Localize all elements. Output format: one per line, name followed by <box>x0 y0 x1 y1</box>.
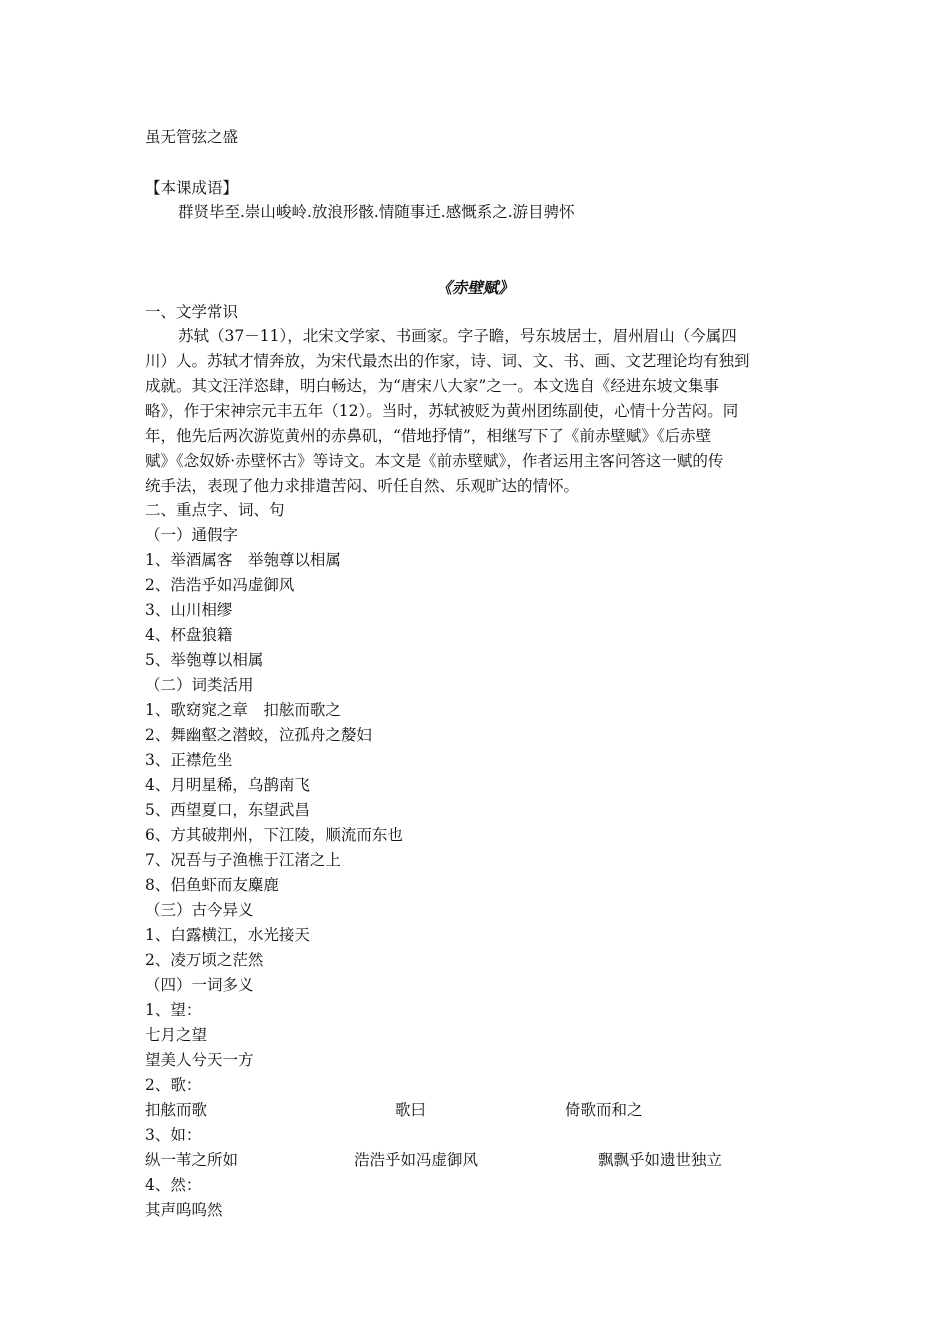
list-item: 5、举匏尊以相属 <box>145 651 264 669</box>
list-item: 4、杯盘狼籍 <box>145 626 233 644</box>
section1-heading: 一、文学常识 <box>145 303 239 321</box>
list-item: 1、白露横江，水光接天 <box>145 926 310 944</box>
wang-example: 望美人兮天一方 <box>145 1051 254 1069</box>
ge-example: 歌曰 <box>395 1101 427 1119</box>
list-item: 6、方其破荆州，下江陵，顺流而东也 <box>145 826 403 844</box>
top-line: 虽无管弦之盛 <box>145 128 239 146</box>
ge-label: 2、歌： <box>145 1076 202 1094</box>
ru-example: 纵一苇之所如 <box>145 1151 239 1169</box>
paragraph-line: 赋》《念奴娇·赤壁怀古》等诗文。本文是《前赤壁赋》，作者运用主客问答这一赋的传 <box>145 452 724 470</box>
wang-label: 1、望： <box>145 1001 202 1019</box>
list-item: 2、舞幽壑之潜蛟，泣孤舟之嫠妇 <box>145 726 372 744</box>
sub2-heading: （二）词类活用 <box>145 676 254 694</box>
paragraph-line: 川）人。苏轼才情奔放，为宋代最杰出的作家，诗、词、文、书、画、文艺理论均有独到 <box>145 352 750 370</box>
list-item: 2、凌万顷之茫然 <box>145 951 264 969</box>
idioms-heading: 【本课成语】 <box>145 179 239 197</box>
wang-example: 七月之望 <box>145 1026 208 1044</box>
list-item: 1、歌窈窕之章 扣舷而歌之 <box>145 701 341 719</box>
list-item: 1、举酒属客 举匏尊以相属 <box>145 551 341 569</box>
article-title: 《赤壁赋》 <box>436 278 514 297</box>
section1-paragraph <box>145 324 805 499</box>
ge-example: 倚歌而和之 <box>565 1101 643 1119</box>
ran-label: 4、然： <box>145 1176 202 1194</box>
sub4-heading: （四）一词多义 <box>145 976 254 994</box>
ru-example: 飘飘乎如遗世独立 <box>598 1151 723 1169</box>
list-item: 5、西望夏口，东望武昌 <box>145 801 310 819</box>
list-item: 2、浩浩乎如冯虚御风 <box>145 576 295 594</box>
list-item: 3、山川相缪 <box>145 601 233 619</box>
ge-example: 扣舷而歌 <box>145 1101 208 1119</box>
list-item: 8、侣鱼虾而友麋鹿 <box>145 876 279 894</box>
paragraph-line: 年，他先后两次游览黄州的赤鼻矶，“借地抒情”，相继写下了《前赤壁赋》《后赤壁 <box>145 427 712 445</box>
list-item: 3、正襟危坐 <box>145 751 233 769</box>
ru-example: 浩浩乎如冯虚御风 <box>354 1151 479 1169</box>
list-item: 7、况吾与子渔樵于江渚之上 <box>145 851 341 869</box>
paragraph-line: 统手法，表现了他力求排遣苦闷、听任自然、乐观旷达的情怀。 <box>145 477 580 495</box>
sub3-heading: （三）古今异义 <box>145 901 254 919</box>
paragraph-line: 略》，作于宋神宗元丰五年（12）。当时，苏轼被贬为黄州团练副使，心情十分苦闷。同 <box>145 402 739 420</box>
idioms-list: 群贤毕至.崇山峻岭.放浪形骸.情随事迁.感慨系之.游目骋怀 <box>178 203 575 221</box>
paragraph-line: 成就。其文汪洋恣肆，明白畅达，为“唐宋八大家”之一。本文选自《经进东坡文集事 <box>145 377 719 395</box>
ran-example: 其声呜呜然 <box>145 1201 223 1219</box>
section2-heading: 二、重点字、词、句 <box>145 501 285 519</box>
ru-label: 3、如： <box>145 1126 202 1144</box>
sub1-heading: （一）通假字 <box>145 526 239 544</box>
list-item: 4、月明星稀，乌鹊南飞 <box>145 776 310 794</box>
paragraph-line: 苏轼（37－11），北宋文学家、书画家。字子瞻，号东坡居士，眉州眉山（今属四 <box>178 327 737 345</box>
